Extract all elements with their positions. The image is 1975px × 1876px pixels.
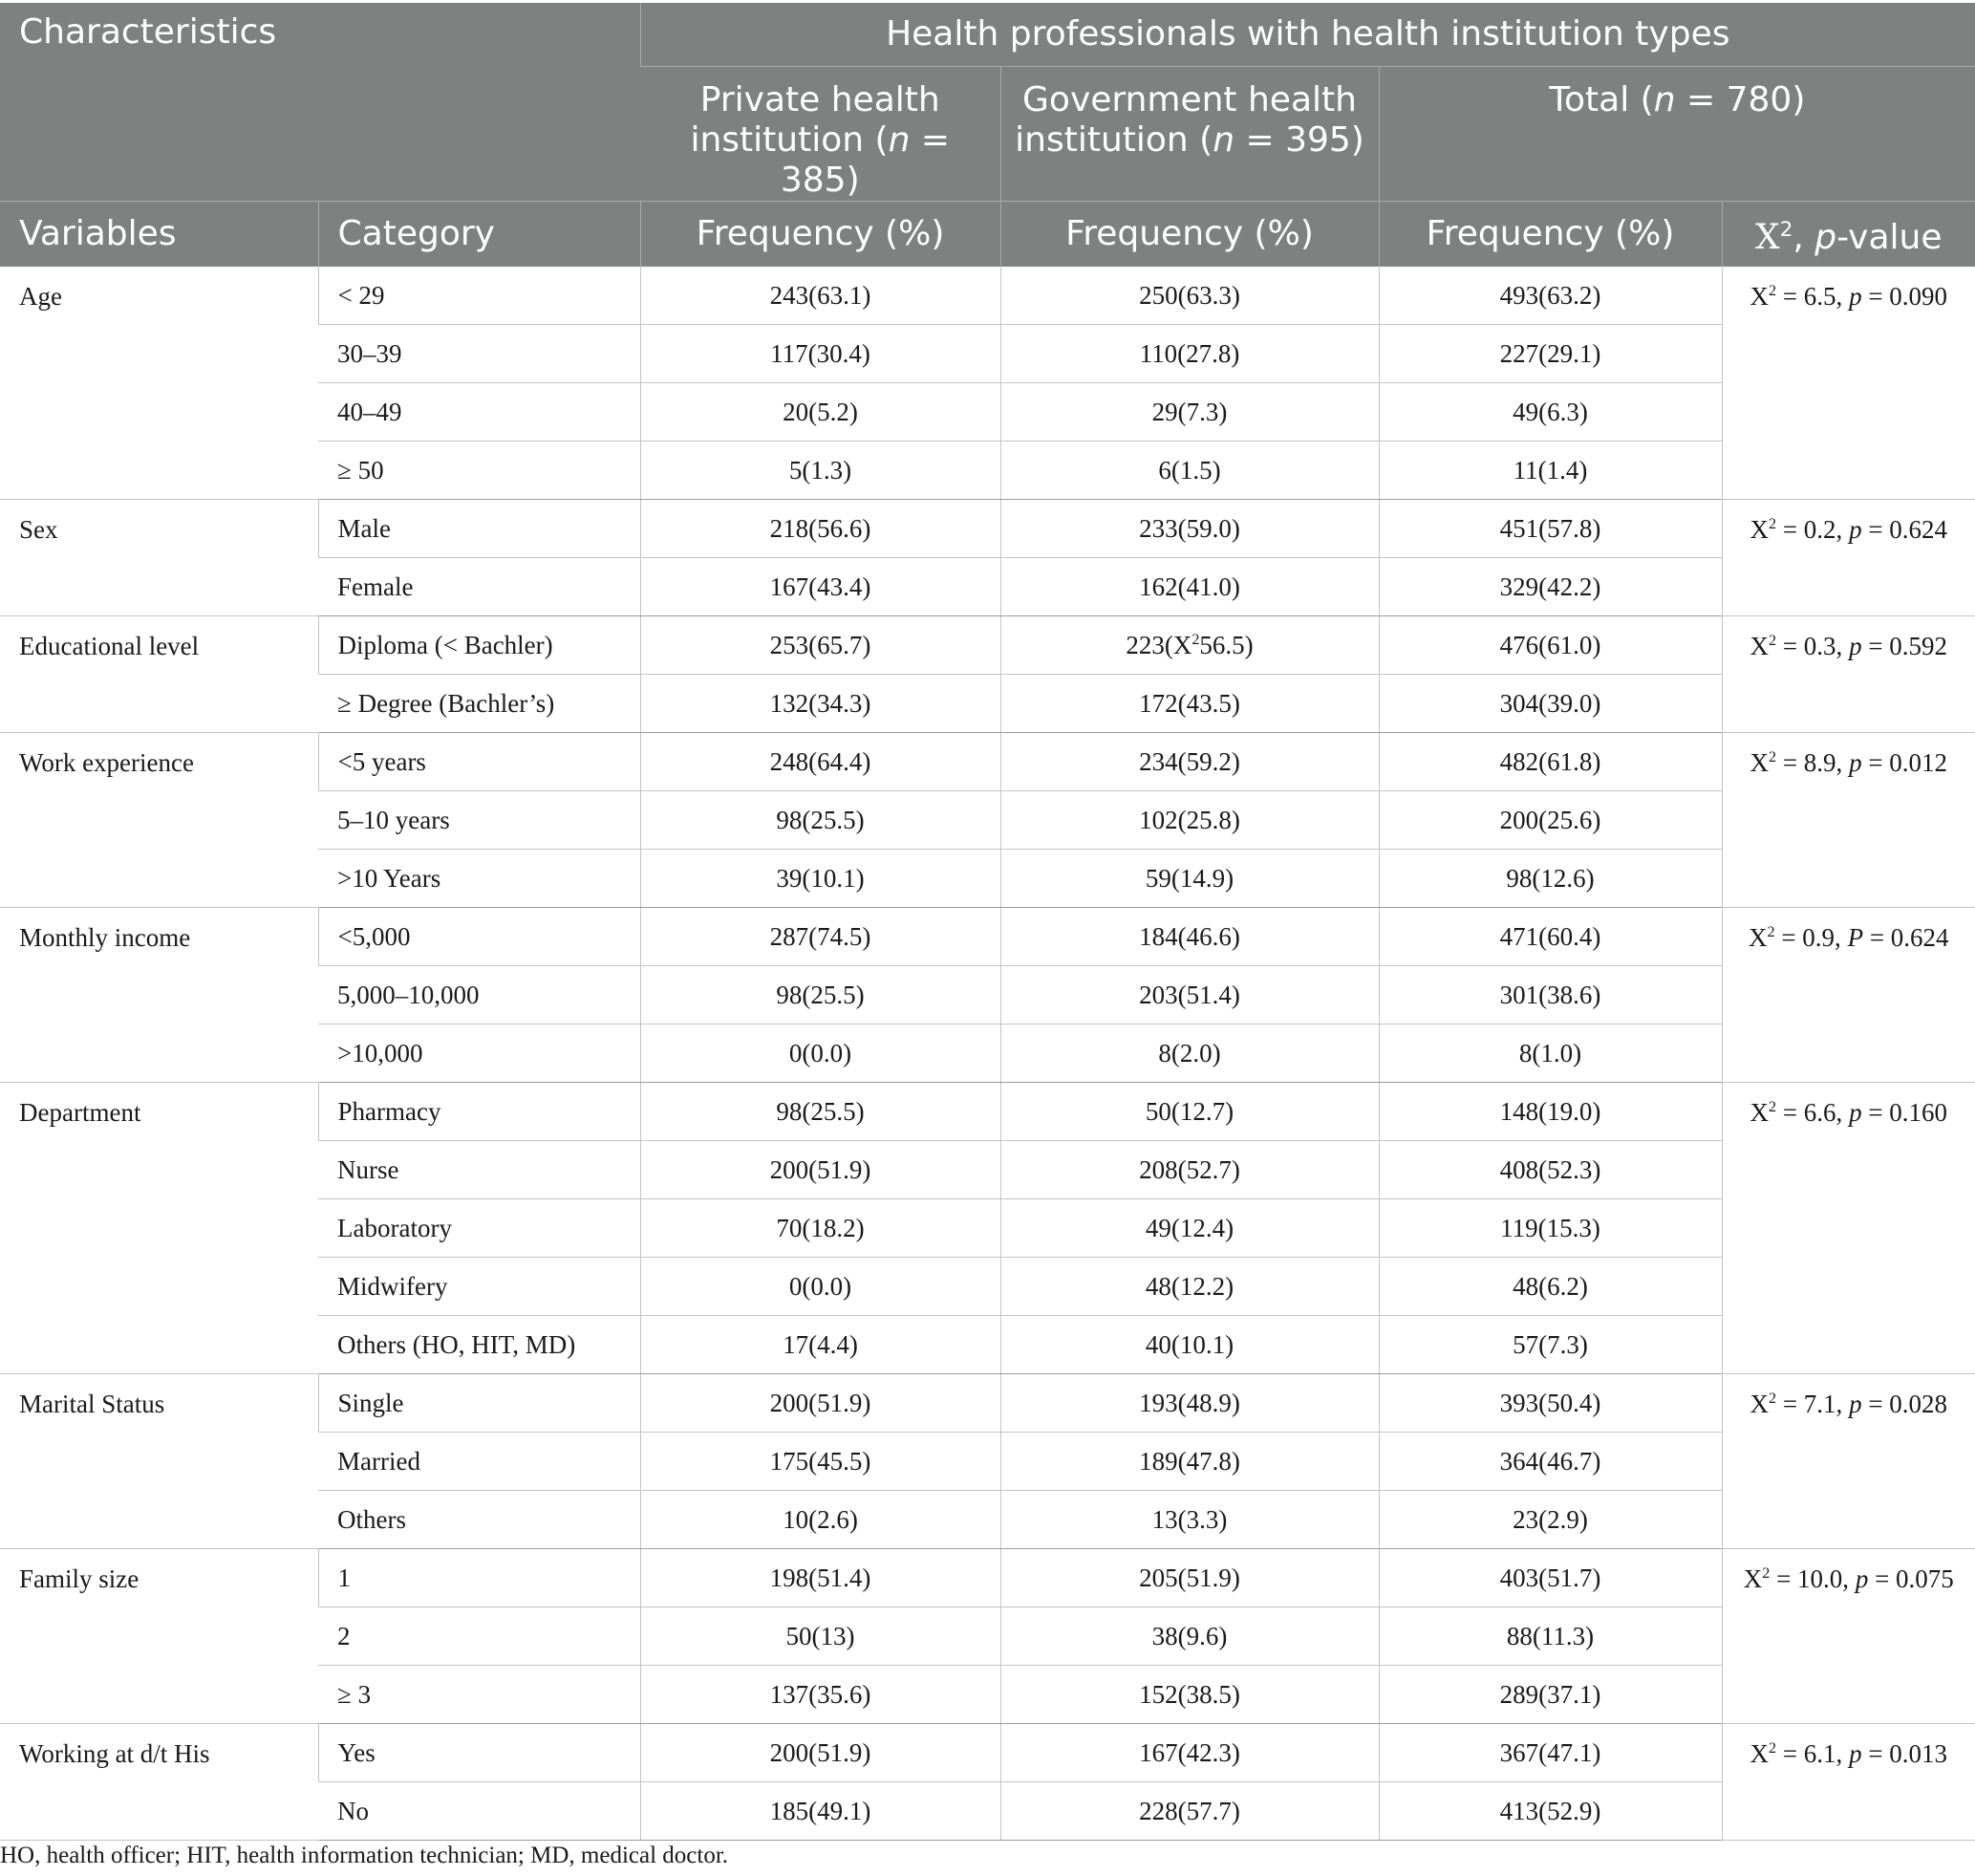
table-row xyxy=(0,908,1975,966)
government-frequency-cell: 234(59.2) xyxy=(1000,733,1379,791)
category-cell: Midwifery xyxy=(318,1258,640,1316)
category-cell: Diploma (< Bachler) xyxy=(318,616,640,675)
government-frequency-cell: 50(12.7) xyxy=(1000,1083,1379,1141)
private-frequency-cell: 0(0.0) xyxy=(640,1024,1000,1083)
total-frequency-cell: 476(61.0) xyxy=(1379,616,1722,675)
government-frequency-cell: 250(63.3) xyxy=(1000,267,1379,325)
chi-square-cell: $X^2 = 6.1$, p = 0.013 xyxy=(1722,1724,1975,1841)
variable-cell: Age xyxy=(0,267,318,500)
government-frequency-cell: 162(41.0) xyxy=(1000,558,1379,616)
table-row xyxy=(0,267,1975,325)
category-cell: ≥ Degree (Bachler’s) xyxy=(318,675,640,733)
chi-square-cell: $X^2 = 6.5$, p = 0.090 xyxy=(1722,267,1975,500)
government-frequency-cell: 48(12.2) xyxy=(1000,1258,1379,1316)
chi-square-cell: $X^2 = 8.9$, p = 0.012 xyxy=(1722,733,1975,908)
category-cell: < 29 xyxy=(318,267,640,325)
table-row xyxy=(0,1549,1975,1607)
category-cell: Male xyxy=(318,500,640,558)
private-frequency-cell: 98(25.5) xyxy=(640,791,1000,850)
private-frequency-cell: 137(35.6) xyxy=(640,1666,1000,1724)
category-cell: 5–10 years xyxy=(318,791,640,850)
total-frequency-cell: 289(37.1) xyxy=(1379,1666,1722,1724)
category-cell: Single xyxy=(318,1374,640,1433)
private-frequency-cell: 5(1.3) xyxy=(640,442,1000,500)
private-frequency-cell: 198(51.4) xyxy=(640,1549,1000,1607)
category-cell: Nurse xyxy=(318,1141,640,1199)
table-footnote: HO, health officer; HIT, health information technician; MD, medical doctor. xyxy=(0,1843,729,1868)
total-frequency-cell: 8(1.0) xyxy=(1379,1024,1722,1083)
variable-cell: Department xyxy=(0,1083,318,1374)
table-row xyxy=(0,500,1975,558)
government-frequency-cell: 172(43.5) xyxy=(1000,675,1379,733)
chi-square-header: $X^2$, p-value xyxy=(1722,202,1975,268)
total-frequency-cell: 403(51.7) xyxy=(1379,1549,1722,1607)
category-cell: Others (HO, HIT, MD) xyxy=(318,1316,640,1374)
total-frequency-cell: 393(50.4) xyxy=(1379,1374,1722,1433)
total-frequency-cell: 493(63.2) xyxy=(1379,267,1722,325)
total-frequency-cell: 119(15.3) xyxy=(1379,1199,1722,1258)
category-cell: 1 xyxy=(318,1549,640,1607)
private-frequency-cell: 253(65.7) xyxy=(640,616,1000,675)
table-row xyxy=(0,616,1975,675)
private-frequency-cell: 0(0.0) xyxy=(640,1258,1000,1316)
characteristics-table xyxy=(0,3,1975,1841)
private-frequency-cell: 167(43.4) xyxy=(640,558,1000,616)
frequency-total-header: Frequency (%) xyxy=(1379,202,1722,268)
total-frequency-cell: 48(6.2) xyxy=(1379,1258,1722,1316)
variable-cell: Work experience xyxy=(0,733,318,908)
chi-square-cell: $X^2 = 10.0$, p = 0.075 xyxy=(1722,1549,1975,1724)
total-frequency-cell: 413(52.9) xyxy=(1379,1782,1722,1841)
government-frequency-cell: 167(42.3) xyxy=(1000,1724,1379,1782)
government-frequency-cell: $223(X^256.5)$ xyxy=(1000,616,1379,675)
category-cell: Female xyxy=(318,558,640,616)
private-frequency-cell: 185(49.1) xyxy=(640,1782,1000,1841)
private-frequency-cell: 200(51.9) xyxy=(640,1724,1000,1782)
total-frequency-cell: 301(38.6) xyxy=(1379,966,1722,1024)
total-frequency-cell: 148(19.0) xyxy=(1379,1083,1722,1141)
private-frequency-cell: 117(30.4) xyxy=(640,325,1000,383)
private-frequency-cell: 10(2.6) xyxy=(640,1491,1000,1549)
government-frequency-cell: 6(1.5) xyxy=(1000,442,1379,500)
government-frequency-cell: 110(27.8) xyxy=(1000,325,1379,383)
government-frequency-cell: 189(47.8) xyxy=(1000,1433,1379,1491)
government-frequency-cell: 233(59.0) xyxy=(1000,500,1379,558)
total-frequency-cell: 471(60.4) xyxy=(1379,908,1722,966)
government-frequency-cell: 193(48.9) xyxy=(1000,1374,1379,1433)
total-frequency-cell: 364(46.7) xyxy=(1379,1433,1722,1491)
category-cell: 40–49 xyxy=(318,383,640,442)
variable-cell: Sex xyxy=(0,500,318,616)
private-frequency-cell: 243(63.1) xyxy=(640,267,1000,325)
private-frequency-cell: 98(25.5) xyxy=(640,966,1000,1024)
category-header: Category xyxy=(318,202,640,268)
total-header: Total (n = 780) xyxy=(1379,67,1975,202)
frequency-government-header: Frequency (%) xyxy=(1000,202,1379,268)
category-cell: ≥ 50 xyxy=(318,442,640,500)
total-frequency-cell: 49(6.3) xyxy=(1379,383,1722,442)
table-row xyxy=(0,733,1975,791)
government-frequency-cell: 203(51.4) xyxy=(1000,966,1379,1024)
total-frequency-cell: 11(1.4) xyxy=(1379,442,1722,500)
private-frequency-cell: 200(51.9) xyxy=(640,1141,1000,1199)
category-cell: Others xyxy=(318,1491,640,1549)
variable-cell: Monthly income xyxy=(0,908,318,1083)
total-frequency-cell: 23(2.9) xyxy=(1379,1491,1722,1549)
total-frequency-cell: 408(52.3) xyxy=(1379,1141,1722,1199)
chi-square-cell: $X^2 = 7.1$, p = 0.028 xyxy=(1722,1374,1975,1549)
variable-cell: Marital Status xyxy=(0,1374,318,1549)
total-frequency-cell: 482(61.8) xyxy=(1379,733,1722,791)
chi-square-cell: $X^2 = 0.2$, p = 0.624 xyxy=(1722,500,1975,616)
total-frequency-cell: 451(57.8) xyxy=(1379,500,1722,558)
total-frequency-cell: 57(7.3) xyxy=(1379,1316,1722,1374)
government-frequency-cell: 40(10.1) xyxy=(1000,1316,1379,1374)
category-cell: No xyxy=(318,1782,640,1841)
table-row xyxy=(0,1083,1975,1141)
category-cell: 30–39 xyxy=(318,325,640,383)
government-frequency-cell: 49(12.4) xyxy=(1000,1199,1379,1258)
government-frequency-cell: 38(9.6) xyxy=(1000,1607,1379,1666)
private-frequency-cell: 20(5.2) xyxy=(640,383,1000,442)
private-frequency-cell: 17(4.4) xyxy=(640,1316,1000,1374)
total-frequency-cell: 367(47.1) xyxy=(1379,1724,1722,1782)
category-cell: Laboratory xyxy=(318,1199,640,1258)
characteristics-header: Characteristics xyxy=(0,3,640,202)
government-frequency-cell: 228(57.7) xyxy=(1000,1782,1379,1841)
total-frequency-cell: 88(11.3) xyxy=(1379,1607,1722,1666)
private-frequency-cell: 39(10.1) xyxy=(640,850,1000,908)
category-cell: >10 Years xyxy=(318,850,640,908)
variable-cell: Educational level xyxy=(0,616,318,733)
private-frequency-cell: 200(51.9) xyxy=(640,1374,1000,1433)
variables-header: Variables xyxy=(0,202,318,268)
private-frequency-cell: 287(74.5) xyxy=(640,908,1000,966)
total-frequency-cell: 227(29.1) xyxy=(1379,325,1722,383)
private-institution-header: Private health institution (n = 385) xyxy=(640,67,1000,202)
government-frequency-cell: 13(3.3) xyxy=(1000,1491,1379,1549)
category-cell: 2 xyxy=(318,1607,640,1666)
category-cell: <5 years xyxy=(318,733,640,791)
category-cell: 5,000–10,000 xyxy=(318,966,640,1024)
private-frequency-cell: 248(64.4) xyxy=(640,733,1000,791)
variable-cell: Working at d/t His xyxy=(0,1724,318,1841)
category-cell: Married xyxy=(318,1433,640,1491)
government-frequency-cell: 152(38.5) xyxy=(1000,1666,1379,1724)
table-body xyxy=(0,267,1975,1841)
government-institution-header: Government health institution (n = 395) xyxy=(1000,67,1379,202)
total-frequency-cell: 329(42.2) xyxy=(1379,558,1722,616)
total-frequency-cell: 200(25.6) xyxy=(1379,791,1722,850)
private-frequency-cell: 132(34.3) xyxy=(640,675,1000,733)
government-frequency-cell: 29(7.3) xyxy=(1000,383,1379,442)
total-frequency-cell: 98(12.6) xyxy=(1379,850,1722,908)
category-cell: >10,000 xyxy=(318,1024,640,1083)
category-cell: Pharmacy xyxy=(318,1083,640,1141)
frequency-private-header: Frequency (%) xyxy=(640,202,1000,268)
variable-cell: Family size xyxy=(0,1549,318,1724)
group-title-header: Health professionals with health institution types xyxy=(640,3,1975,67)
chi-square-cell: $X^2 = 0.9$, P = 0.624 xyxy=(1722,908,1975,1083)
total-frequency-cell: 304(39.0) xyxy=(1379,675,1722,733)
table-row xyxy=(0,1374,1975,1433)
private-frequency-cell: 175(45.5) xyxy=(640,1433,1000,1491)
category-cell: ≥ 3 xyxy=(318,1666,640,1724)
private-frequency-cell: 70(18.2) xyxy=(640,1199,1000,1258)
private-frequency-cell: 50(13) xyxy=(640,1607,1000,1666)
table-row xyxy=(0,1724,1975,1782)
private-frequency-cell: 98(25.5) xyxy=(640,1083,1000,1141)
government-frequency-cell: 59(14.9) xyxy=(1000,850,1379,908)
government-frequency-cell: 208(52.7) xyxy=(1000,1141,1379,1199)
government-frequency-cell: 205(51.9) xyxy=(1000,1549,1379,1607)
category-cell: Yes xyxy=(318,1724,640,1782)
government-frequency-cell: 102(25.8) xyxy=(1000,791,1379,850)
government-frequency-cell: 184(46.6) xyxy=(1000,908,1379,966)
chi-square-cell: $X^2 = 0.3$, p = 0.592 xyxy=(1722,616,1975,733)
private-frequency-cell: 218(56.6) xyxy=(640,500,1000,558)
chi-square-cell: $X^2 = 6.6$, p = 0.160 xyxy=(1722,1083,1975,1374)
government-frequency-cell: 8(2.0) xyxy=(1000,1024,1379,1083)
category-cell: <5,000 xyxy=(318,908,640,966)
